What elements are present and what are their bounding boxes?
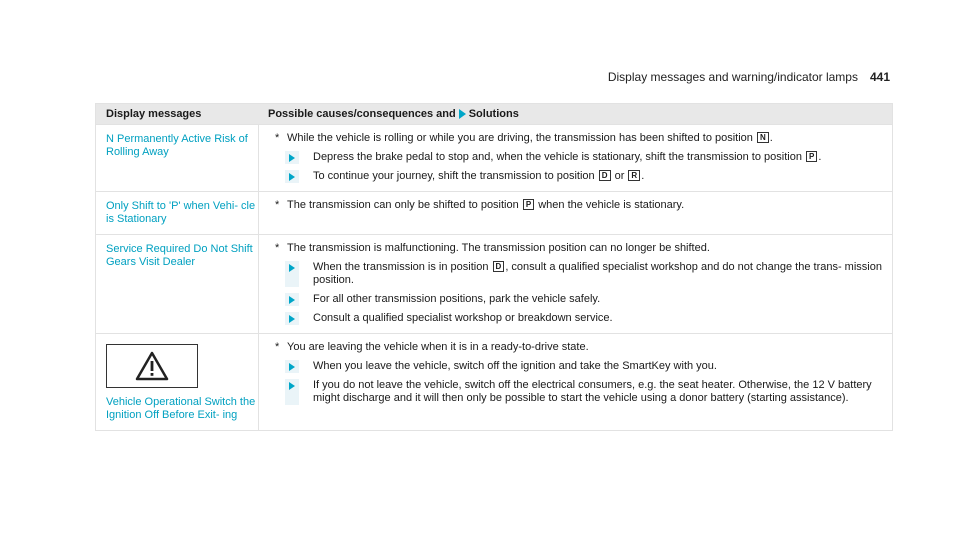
cause [275, 242, 882, 255]
solution-step [285, 360, 882, 373]
message-text: Service Required Do Not Shift Gears Visit Dealer [96, 235, 259, 333]
message-cell [96, 334, 259, 430]
cause-text-end: . [769, 132, 773, 144]
cause-text: You are leaving the vehicle when it is in a ready-to-drive state. [287, 341, 589, 353]
solution-text-end: , consult a qualified specialist workshop and do not change the trans- mission position. [313, 261, 882, 286]
gear-key-icon: P [523, 199, 534, 210]
cause-bullet: * [275, 132, 280, 144]
gear-key-icon: N [757, 132, 769, 143]
solution-step [285, 151, 882, 164]
cause-text [287, 199, 684, 212]
solution-arrow-icon [459, 109, 466, 119]
solution-text: If you do not leave the vehicle, switch off the electrical consumers, e.g. the seat heater. Otherwise, the 12 V battery might discharge and it will then only be possible to start the vehicle using a donor battery (starting assistance). [313, 379, 872, 404]
display-messages-table [95, 103, 893, 431]
table-row [96, 191, 892, 234]
solution-step [285, 293, 882, 306]
cause-text-end: when the vehicle is stationary. [538, 199, 685, 211]
row-details [259, 334, 892, 430]
solution-step [285, 261, 882, 287]
solution-marker [285, 379, 299, 405]
column-header-messages: Display messages [106, 108, 202, 120]
message-text: Only Shift to 'P' when Vehi- cle is Stationary [96, 192, 259, 234]
table-row [96, 124, 892, 191]
solution-arrow-icon [289, 363, 295, 371]
solution-text: Consult a qualified specialist workshop or breakdown service. [313, 312, 613, 324]
cause [275, 341, 882, 354]
solution-text-mid: or [614, 170, 625, 182]
message-text: Vehicle Operational Switch the Ignition Off Before Exit- ing [106, 396, 256, 421]
solution-step [285, 312, 882, 325]
solution-marker [285, 360, 299, 373]
gear-key-icon: D [599, 170, 611, 181]
solution-marker [285, 293, 299, 306]
cause-bullet: * [275, 341, 280, 353]
cause-text: The transmission is malfunctioning. The transmission position can no longer be shifted. [287, 242, 710, 254]
table-row [96, 333, 892, 430]
cause-bullet: * [275, 199, 280, 211]
column-header-causes [258, 108, 519, 120]
row-details [259, 192, 892, 234]
solution-arrow-icon [289, 173, 295, 181]
gear-key-icon: D [493, 261, 505, 272]
solution-arrow-icon [289, 315, 295, 323]
message-text: N Permanently Active Risk of Rolling Away [96, 125, 259, 191]
cause-text-start: While the vehicle is rolling or while you are driving, the transmission has been shifted to position [287, 132, 753, 144]
cause-bullet: * [275, 242, 280, 254]
gear-key-icon: P [806, 151, 817, 162]
row-details [259, 125, 892, 191]
solution-arrow-icon [289, 296, 295, 304]
solution-marker [285, 261, 299, 287]
solution-arrow-icon [289, 382, 295, 390]
solution-text-start: Depress the brake pedal to stop and, when the vehicle is stationary, shift the transmission to position [313, 151, 802, 163]
solution-text-start: When the transmission is in position [313, 261, 489, 273]
column-header-causes-label: Possible causes/consequences and [268, 108, 456, 120]
column-header-solutions-label: Solutions [468, 108, 519, 120]
solution-text: For all other transmission positions, park the vehicle safely. [313, 293, 601, 305]
solution-marker [285, 312, 299, 325]
solution-text [299, 151, 882, 164]
page-title: Display messages and warning/indicator lamps [607, 70, 858, 84]
solution-marker [285, 170, 299, 183]
solution-text: When you leave the vehicle, switch off the ignition and take the SmartKey with you. [313, 360, 717, 372]
cause-text-start: The transmission can only be shifted to position [287, 199, 519, 211]
table-header [96, 104, 892, 124]
solution-step [285, 379, 882, 405]
solution-marker [285, 151, 299, 164]
cause [275, 199, 882, 212]
table-row [96, 234, 892, 333]
solution-text-end: . [818, 151, 822, 163]
row-details [259, 235, 892, 333]
solution-text-start: To continue your journey, shift the transmission to position [313, 170, 595, 182]
page-header [608, 70, 890, 84]
solution-text-end: . [641, 170, 645, 182]
solution-text [299, 170, 882, 183]
solution-step [285, 170, 882, 183]
cause [275, 132, 882, 145]
solution-arrow-icon [289, 264, 295, 272]
cause-text [287, 132, 773, 145]
solution-arrow-icon [289, 154, 295, 162]
gear-key-icon: R [628, 170, 640, 181]
solution-text [299, 261, 882, 287]
warning-triangle-icon [106, 344, 198, 388]
page-number: 441 [869, 70, 890, 84]
